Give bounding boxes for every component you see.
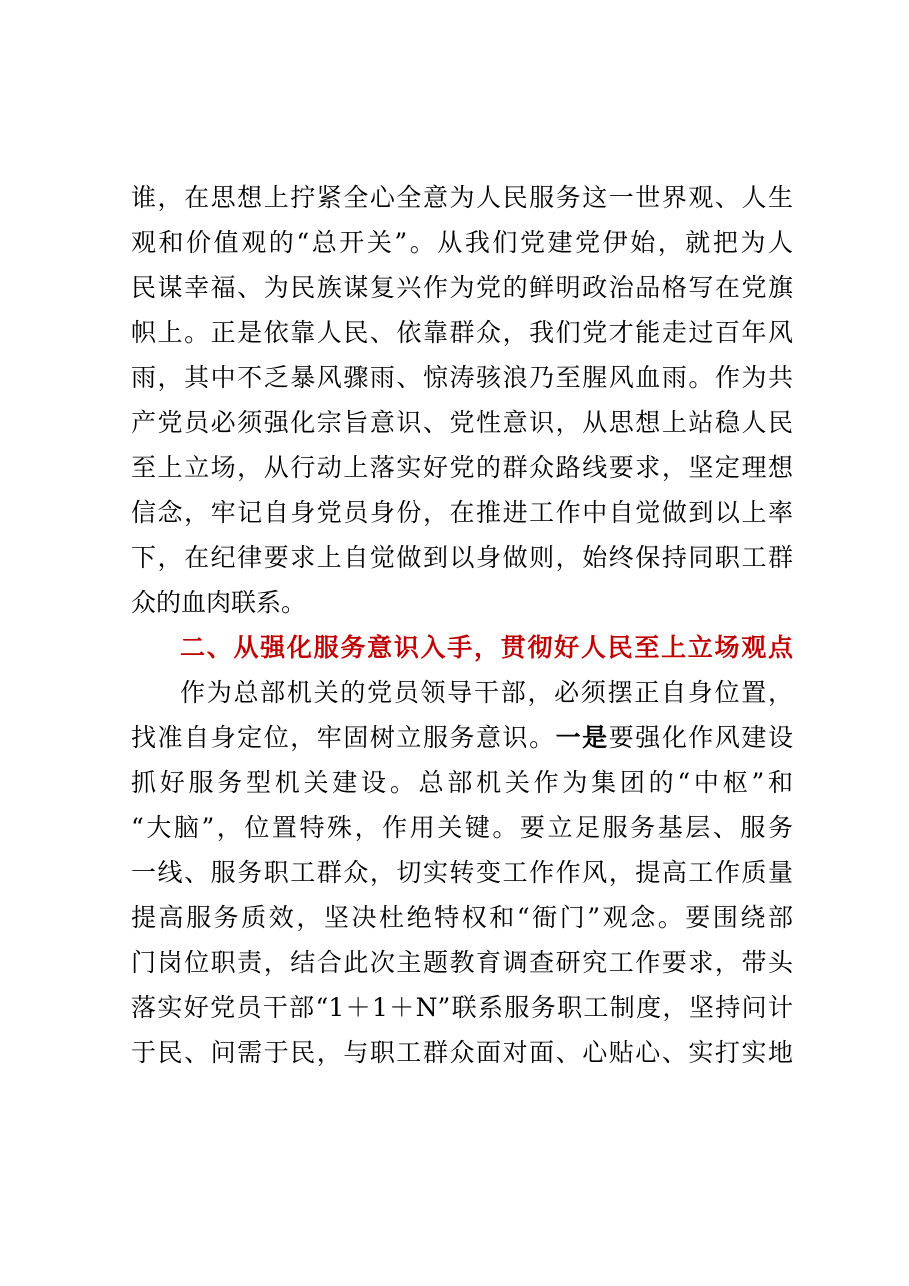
paragraph-1-line-5: 雨，其中不乏暴风骤雨、惊涛骇浪乃至腥风血雨。作为共 bbox=[131, 363, 793, 392]
paragraph-1-line-6: 产党员必须强化宗旨意识、党性意识，从思想上站稳人民 bbox=[131, 408, 793, 437]
paragraph-1-line-4: 帜上。正是依靠人民、依靠群众，我们党才能走过百年风 bbox=[131, 318, 793, 347]
paragraph-2-line-2-end: 要强化作风建设 bbox=[608, 723, 793, 752]
paragraph-1-line-8: 信念，牢记自身党员身份，在推进工作中自觉做到以上率 bbox=[131, 498, 793, 527]
paragraph-1-line-10: 众的血肉联系。 bbox=[131, 588, 307, 617]
paragraph-1-line-1: 谁，在思想上拧紧全心全意为人民服务这一世界观、人生 bbox=[131, 183, 793, 212]
paragraph-2-line-8: 落实好党员干部“1＋1＋N”联系服务职工制度，坚持问计 bbox=[131, 993, 793, 1022]
emphasis-first-point: 一是 bbox=[555, 723, 609, 752]
paragraph-2-line-7: 门岗位职责，结合此次主题教育调查研究工作要求，带头 bbox=[131, 948, 793, 977]
paragraph-2-line-9: 于民、问需于民，与职工群众面对面、心贴心、实打实地 bbox=[131, 1038, 793, 1067]
paragraph-2-line-2-start: 找准自身定位，牢固树立服务意识。 bbox=[131, 723, 556, 752]
paragraph-1-line-3: 民谋幸福、为民族谋复兴作为党的鲜明政治品格写在党旗 bbox=[131, 273, 793, 302]
section-heading: 二、从强化服务意识入手，贯彻好人民至上立场观点 bbox=[180, 633, 793, 662]
paragraph-2-line-6: 提高服务质效，坚决杜绝特权和“衙门”观念。要围绕部 bbox=[131, 903, 793, 932]
paragraph-1-line-7: 至上立场，从行动上落实好党的群众路线要求，坚定理想 bbox=[131, 453, 793, 482]
paragraph-2-line-1: 作为总部机关的党员领导干部，必须摆正自身位置， bbox=[180, 678, 793, 707]
paragraph-2-line-3: 抓好服务型机关建设。总部机关作为集团的“中枢”和 bbox=[131, 768, 793, 797]
paragraph-1-line-9: 下，在纪律要求上自觉做到以身做则，始终保持同职工群 bbox=[131, 543, 793, 572]
paragraph-2-line-4: “大脑”，位置特殊，作用关键。要立足服务基层、服务 bbox=[131, 813, 793, 842]
paragraph-1-line-2: 观和价值观的“总开关”。从我们党建党伊始，就把为人 bbox=[131, 228, 793, 257]
paragraph-2-line-5: 一线、服务职工群众，切实转变工作作风，提高工作质量 bbox=[131, 858, 793, 887]
paragraph-2-line-2 bbox=[131, 718, 793, 758]
